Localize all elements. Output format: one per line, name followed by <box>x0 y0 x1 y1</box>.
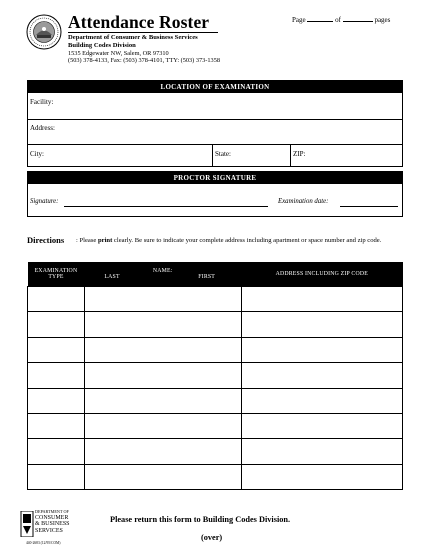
table-row <box>28 439 403 464</box>
name-cell[interactable] <box>84 312 241 337</box>
name-cell[interactable] <box>84 413 241 438</box>
signature-line[interactable] <box>64 206 268 207</box>
division-name: Building Codes Division <box>68 42 136 49</box>
facility-label: Facility: <box>30 98 54 106</box>
attendance-rows <box>28 287 403 490</box>
zip-label: ZIP: <box>293 150 306 158</box>
name-cell[interactable] <box>84 439 241 464</box>
mailing-address: 1535 Edgewater NW, Salem, OR 97310 <box>68 50 169 57</box>
address-cell[interactable] <box>241 287 402 312</box>
attendance-table <box>27 262 403 490</box>
address-field[interactable] <box>28 144 402 145</box>
directions-heading: Directions <box>27 235 65 245</box>
address-cell[interactable] <box>241 439 402 464</box>
page-counter: Page of pages <box>292 16 391 24</box>
location-heading: LOCATION OF EXAMINATION <box>28 81 402 93</box>
page-number-field[interactable] <box>307 15 333 22</box>
name-cell[interactable] <box>84 337 241 362</box>
table-header-row <box>28 262 403 287</box>
proctor-section <box>27 171 403 217</box>
table-row <box>28 464 403 489</box>
facility-field[interactable] <box>28 119 402 120</box>
exam-type-cell[interactable] <box>28 464 85 489</box>
signature-label: Signature: <box>30 198 59 205</box>
name-cell[interactable] <box>84 363 241 388</box>
table-row <box>28 363 403 388</box>
address-cell[interactable] <box>241 312 402 337</box>
title-divider <box>68 32 218 33</box>
address-cell[interactable] <box>241 464 402 489</box>
exam-type-cell[interactable] <box>28 287 85 312</box>
table-row <box>28 337 403 362</box>
exam-type-cell[interactable] <box>28 413 85 438</box>
table-row <box>28 312 403 337</box>
dcbs-logo: DEPARTMENT OF CONSUMER & BUSINESS SERVICES <box>20 509 74 543</box>
address-cell[interactable] <box>241 413 402 438</box>
address-cell[interactable] <box>241 388 402 413</box>
name-cell[interactable] <box>84 464 241 489</box>
zip-divider <box>290 144 291 166</box>
page-title: Attendance Roster <box>68 12 210 32</box>
column-header-exam-type: EXAMINATION TYPE <box>28 262 85 287</box>
table-row <box>28 413 403 438</box>
address-cell[interactable] <box>241 337 402 362</box>
page-total-field[interactable] <box>343 15 373 22</box>
address-label: Address: <box>30 124 55 132</box>
directions-text: : Please print clearly. Be sure to indicate your complete address including apartment or space number and zip code. <box>76 237 382 244</box>
column-header-last: LAST <box>104 274 120 280</box>
exam-date-line[interactable] <box>340 206 398 207</box>
location-section <box>27 80 403 167</box>
column-header-first: FIRST <box>198 274 216 280</box>
over-indicator: (over) <box>201 533 223 542</box>
city-label: City: <box>30 150 45 158</box>
oregon-seal-icon <box>26 14 62 50</box>
exam-type-cell[interactable] <box>28 337 85 362</box>
form-number: 440-2683 (12/95/COM) <box>26 541 61 545</box>
phone-numbers: (503) 378-4133, Fax: (503) 378-4101, TTY: (503) 373-1358 <box>68 57 220 64</box>
department-name: Department of Consumer & Business Services <box>68 34 198 41</box>
proctor-heading: PROCTOR SIGNATURE <box>28 172 402 184</box>
exam-type-cell[interactable] <box>28 312 85 337</box>
name-cell[interactable] <box>84 287 241 312</box>
state-label: State: <box>215 150 231 158</box>
address-cell[interactable] <box>241 363 402 388</box>
column-header-name: NAME: LAST FIRST <box>84 262 241 287</box>
state-divider <box>212 144 213 166</box>
return-instruction: Please return this form to Building Codes Division. <box>110 515 291 524</box>
exam-type-cell[interactable] <box>28 388 85 413</box>
column-header-address: ADDRESS INCLUDING ZIP CODE <box>241 262 402 287</box>
table-row <box>28 287 403 312</box>
exam-date-label: Examination date: <box>278 198 329 205</box>
dcbs-logo-mark-icon <box>20 511 34 537</box>
table-row <box>28 388 403 413</box>
name-cell[interactable] <box>84 388 241 413</box>
exam-type-cell[interactable] <box>28 439 85 464</box>
exam-type-cell[interactable] <box>28 363 85 388</box>
